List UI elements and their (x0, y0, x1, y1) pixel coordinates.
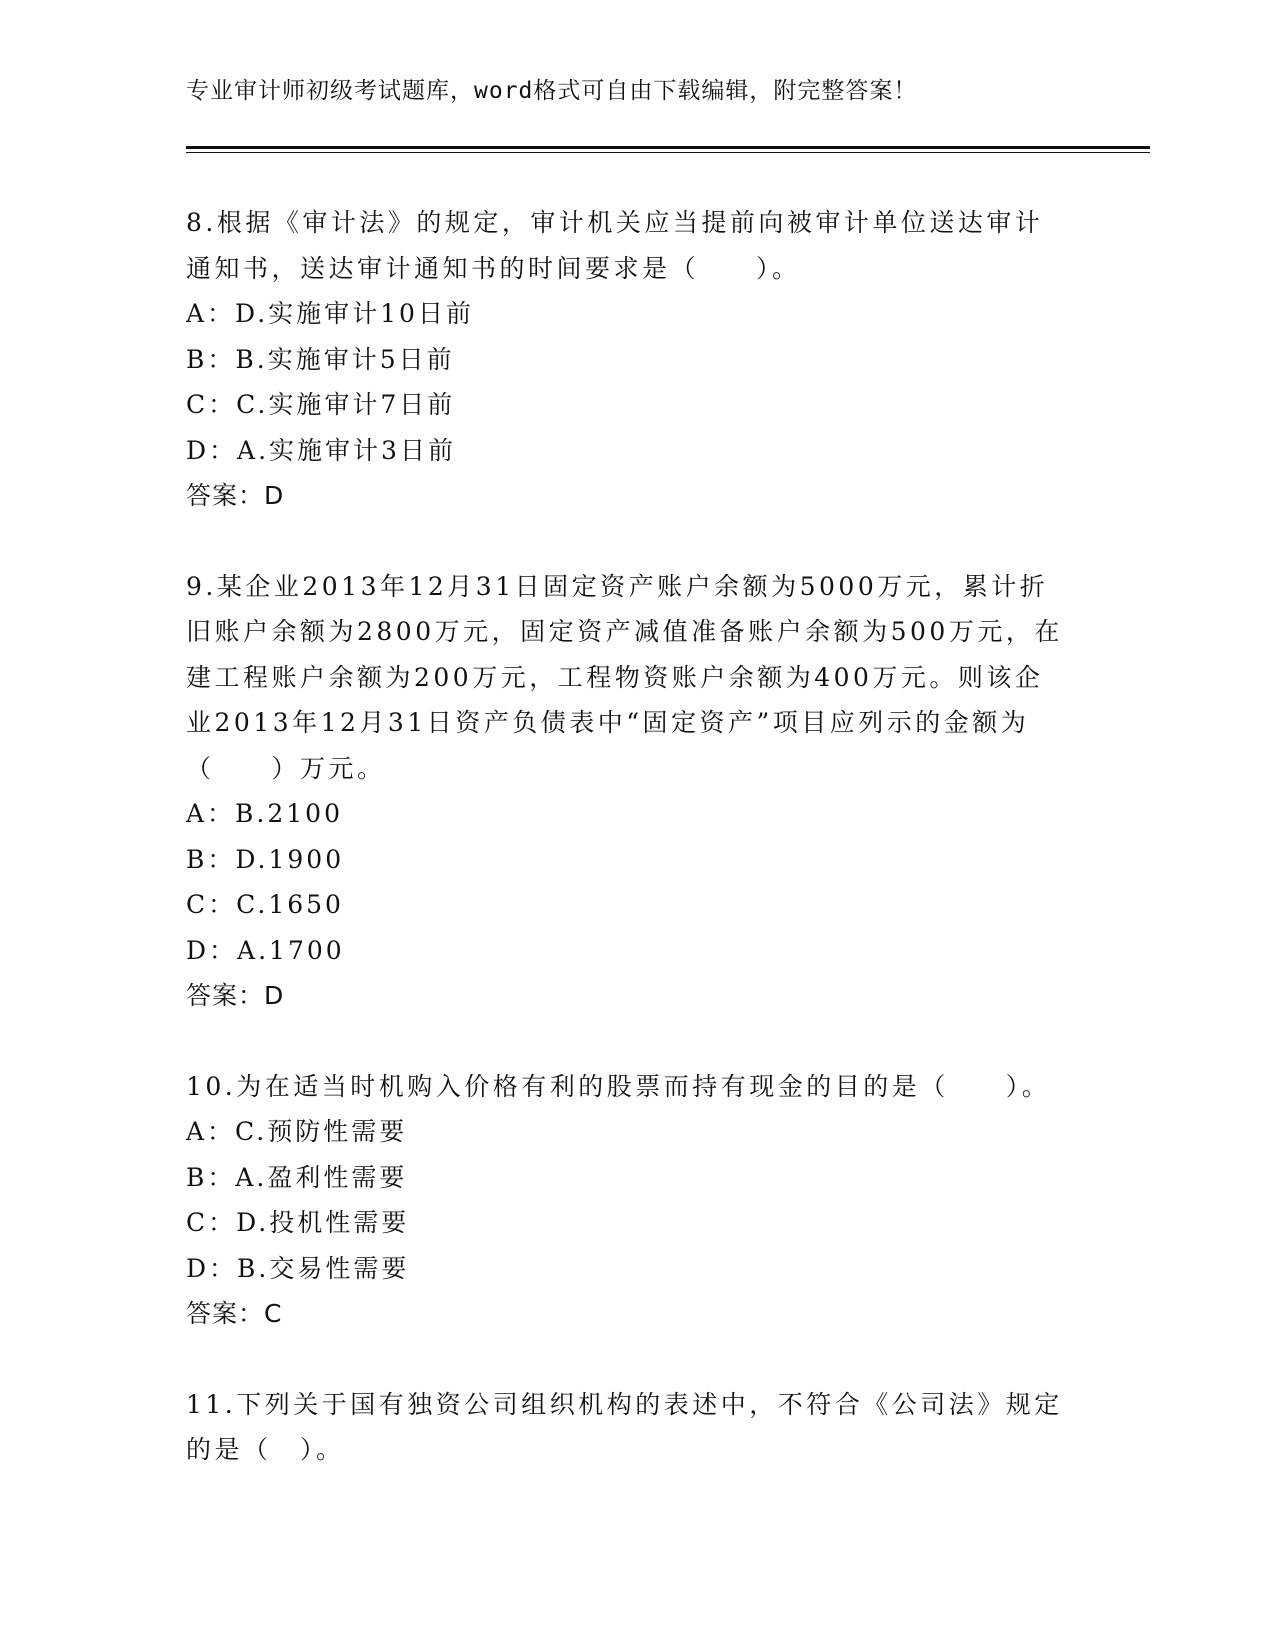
question-8 (186, 200, 1086, 519)
option-a: A：B.2100 (186, 799, 343, 828)
answer-label: 答案：D (186, 481, 285, 510)
option-c: C：D.投机性需要 (186, 1208, 410, 1237)
answer-label: 答案：D (186, 981, 285, 1010)
question-11 (186, 1382, 1086, 1473)
option-b: B：A.盈利性需要 (186, 1162, 408, 1192)
answer-label: 答案：C (186, 1299, 283, 1328)
question-stem: 10.为在适当时机购入价格有利的股票而持有现金的目的是（ ）。 (186, 1071, 1051, 1101)
option-a: A：D.实施审计10日前 (186, 299, 474, 328)
option-d: D：A.1700 (186, 935, 345, 965)
question-stem: 9.某企业2013年12月31日固定资产账户余额为5000万元，累计折旧账户余额为2800万元，固定资产减值准备账户余额为500万元，在建工程账户余额为200万元，工程物资账户余额为400万元。则该企业2013年12月31日资产负债表中“固定资产”项目应列示的金额为（ ）万元。 (186, 571, 1063, 783)
option-a: A：C.预防性需要 (186, 1117, 408, 1146)
header-note: 专业审计师初级考试题库，word格式可自由下载编辑，附完整答案！ (186, 78, 918, 104)
option-d: D：A.实施审计3日前 (186, 435, 456, 465)
header-divider-thick (186, 146, 1150, 149)
question-stem: 11.下列关于国有独资公司组织机构的表述中，不符合《公司法》规定的是（ ）。 (186, 1389, 1063, 1464)
option-c: C：C.实施审计7日前 (186, 390, 456, 419)
option-b: B：B.实施审计5日前 (186, 344, 455, 374)
question-stem: 8.根据《审计法》的规定，审计机关应当提前向被审计单位送达审计通知书，送达审计通知书的时间要求是（ ）。 (186, 208, 1044, 283)
option-b: B：D.1900 (186, 844, 345, 874)
option-d: D：B.交易性需要 (186, 1253, 410, 1283)
question-10 (186, 1064, 1086, 1337)
question-9 (186, 564, 1086, 1019)
header-divider-thin (186, 152, 1150, 153)
question-list (186, 200, 1086, 1518)
option-c: C：C.1650 (186, 890, 344, 919)
